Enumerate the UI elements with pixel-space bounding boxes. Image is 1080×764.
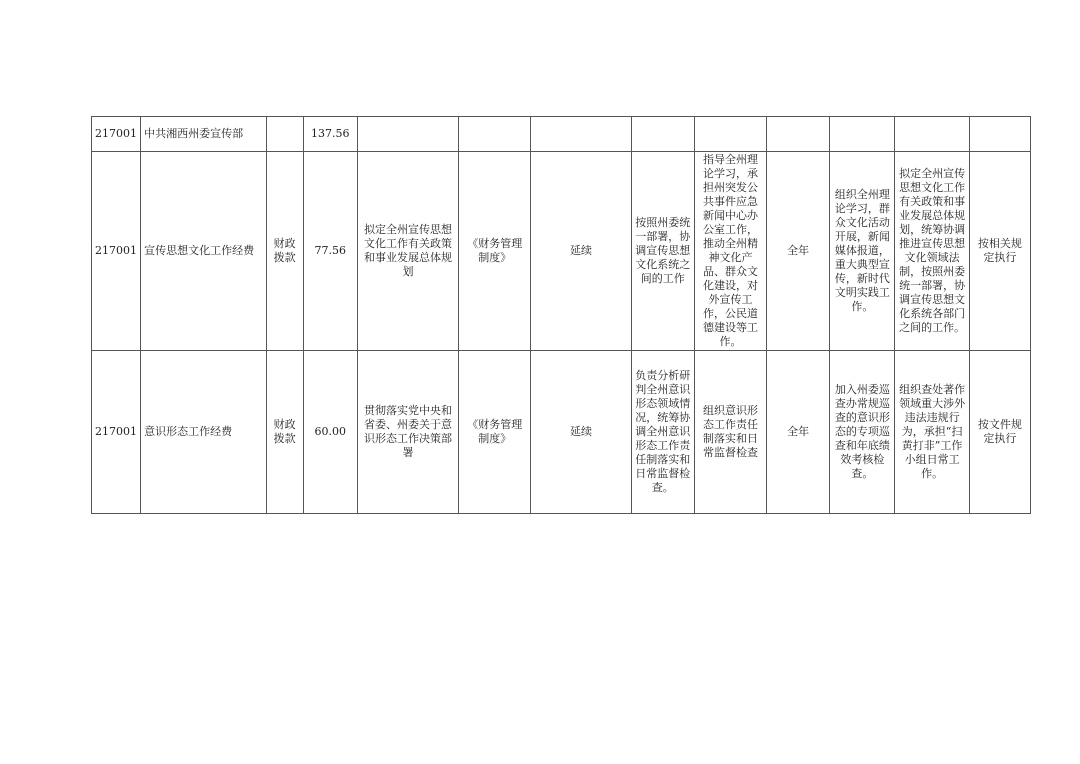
- cell-status: [531, 117, 631, 152]
- cell-name: 意识形态工作经费: [141, 351, 266, 514]
- cell-code: 217001: [92, 351, 141, 514]
- cell-method: 按文件规定执行: [969, 351, 1030, 514]
- cell-effect: 拟定全州宣传思想文化工作有关政策和事业发展总体规划，统筹协调推进宣传思想文化领域法制，按照州委统一部署，协调宣传思想文化系统各部门之间的工作。: [895, 152, 969, 351]
- cell-target: [830, 117, 895, 152]
- cell-status: 延续: [531, 351, 631, 514]
- cell-code: 217001: [92, 152, 141, 351]
- cell-duty: 负责分析研判全州意识形态领域情况，统筹协调全州意识形态工作责任制落实和日常监督检查。: [631, 351, 694, 514]
- cell-task: [694, 117, 766, 152]
- cell-effect: 组织查处著作领域重大涉外违法违规行为，承担“扫黄打非”工作小组日常工作。: [895, 351, 969, 514]
- cell-amount: 60.00: [303, 351, 357, 514]
- cell-period: 全年: [767, 351, 830, 514]
- cell-basis: 《财务管理制度》: [459, 351, 531, 514]
- cell-target: 组织全州理论学习，群众文化活动开展，新闻媒体报道，重大典型宣传，新时代文明实践工作。: [830, 152, 895, 351]
- cell-content: 拟定全州宣传思想文化工作有关政策和事业发展总体规划: [357, 152, 458, 351]
- table-row: [92, 152, 1031, 351]
- cell-amount: 137.56: [303, 117, 357, 152]
- cell-amount: 77.56: [303, 152, 357, 351]
- cell-content: [357, 117, 458, 152]
- cell-period: 全年: [767, 152, 830, 351]
- cell-source: 财政拨款: [266, 351, 303, 514]
- cell-source: [266, 117, 303, 152]
- cell-name: 宣传思想文化工作经费: [141, 152, 266, 351]
- cell-content: 贯彻落实党中央和省委、州委关于意识形态工作决策部署: [357, 351, 458, 514]
- cell-duty: 按照州委统一部署，协调宣传思想文化系统之间的工作: [631, 152, 694, 351]
- table-row: [92, 351, 1031, 514]
- cell-duty: [631, 117, 694, 152]
- cell-task: 组织意识形态工作责任制落实和日常监督检查: [694, 351, 766, 514]
- cell-name: 中共湘西州委宣传部: [141, 117, 266, 152]
- cell-status: 延续: [531, 152, 631, 351]
- project-table: [91, 116, 1031, 514]
- cell-basis: 《财务管理制度》: [459, 152, 531, 351]
- cell-code: 217001: [92, 117, 141, 152]
- cell-method: [969, 117, 1030, 152]
- cell-method: 按相关规定执行: [969, 152, 1030, 351]
- cell-source: 财政拨款: [266, 152, 303, 351]
- cell-basis: [459, 117, 531, 152]
- cell-task: 指导全州理论学习，承担州突发公共事件应急新闻中心办公室工作，推动全州精神文化产品、群众文化建设，对外宣传工作，公民道德建设等工作。: [694, 152, 766, 351]
- cell-target: 加入州委巡查办常规巡查的意识形态的专项巡查和年底绩效考核检查。: [830, 351, 895, 514]
- cell-effect: [895, 117, 969, 152]
- table-row: [92, 117, 1031, 152]
- cell-period: [767, 117, 830, 152]
